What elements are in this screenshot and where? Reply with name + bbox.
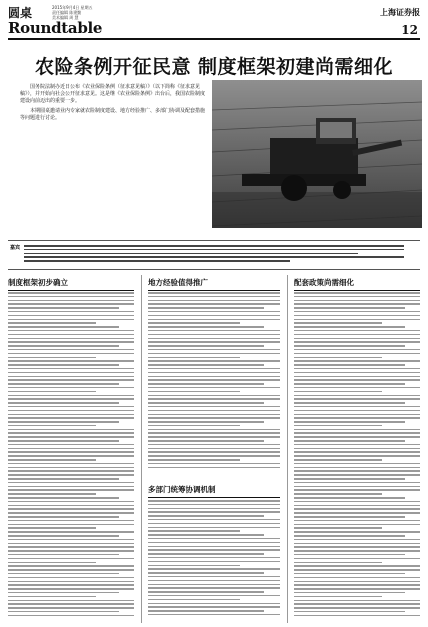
body-text-line: [294, 596, 382, 598]
body-text-line: [294, 353, 420, 355]
body-text-line: [148, 463, 280, 465]
body-text-line: [8, 311, 134, 313]
body-text-line: [294, 478, 405, 480]
body-text-line: [294, 406, 420, 408]
body-text-line: [294, 360, 420, 362]
body-text-line: [148, 292, 280, 294]
body-text-line: [8, 357, 96, 359]
intro-paragraph: 本期圆桌邀请业内专家就农险制度建设、地方经验推广、多部门协调及配套措施等问题进行讨论。: [20, 107, 206, 121]
body-text-line: [148, 534, 264, 536]
body-text-line: [294, 421, 405, 423]
body-text-line: [294, 474, 420, 476]
body-text-line: [294, 391, 382, 393]
body-text-line: [8, 482, 134, 484]
body-text-line: [148, 300, 280, 302]
body-text-line: [294, 470, 420, 472]
body-text-line: [148, 561, 280, 563]
body-text-line: [148, 372, 280, 374]
body-text-line: [294, 600, 420, 602]
body-text-line: [294, 322, 382, 324]
body-text-line: [8, 611, 119, 613]
body-text-line: [294, 543, 420, 545]
body-text-line: [294, 486, 420, 488]
guest-label: 嘉宾: [10, 245, 21, 251]
body-text-line: [148, 591, 264, 593]
body-text-line: [8, 425, 96, 427]
body-text-line: [148, 595, 280, 597]
guest-lines: [24, 245, 404, 264]
body-text-line: [294, 482, 420, 484]
body-text-line: [148, 376, 280, 378]
body-text-line: [294, 592, 405, 594]
art-editor-credit: 美术编辑 周 慧: [52, 15, 79, 20]
body-text-line: [8, 402, 119, 404]
body-text-line: [294, 349, 420, 351]
body-text-line: [294, 315, 420, 317]
body-text-line: [148, 326, 264, 328]
body-text-line: [148, 614, 280, 616]
body-text-line: [8, 577, 134, 579]
body-text-line: [294, 417, 420, 419]
issue-date: 2015年9月4日 星期五: [52, 5, 93, 10]
body-text-line: [8, 554, 119, 556]
body-text-line: [148, 368, 280, 370]
issue-meta: [52, 5, 93, 20]
body-text-line: [148, 546, 280, 548]
body-text-line: [8, 387, 134, 389]
body-text-line: [8, 524, 134, 526]
body-text-line: [8, 338, 134, 340]
body-text-line: [294, 402, 405, 404]
body-text-line: [8, 429, 134, 431]
body-text-line: [294, 516, 405, 518]
body-text-line: [148, 565, 240, 567]
body-text-line: [294, 615, 420, 617]
body-text-line: [294, 508, 420, 510]
body-text-line: [148, 504, 280, 506]
body-text-line: [8, 569, 134, 571]
body-text-line: [294, 319, 420, 321]
body-text-line: [8, 573, 119, 575]
body-text-line: [148, 322, 240, 324]
body-text-line: [8, 296, 134, 298]
body-text-line: [8, 489, 134, 491]
body-text-line: [8, 448, 134, 450]
body-text-line: [294, 501, 420, 503]
body-text-line: [8, 607, 134, 609]
body-text-line: [148, 417, 280, 419]
body-text-line: [294, 432, 420, 434]
body-text-line: [148, 341, 280, 343]
body-text-line: [148, 345, 264, 347]
body-text-line: [8, 432, 134, 434]
body-text-line: [8, 455, 134, 457]
body-text-line: [294, 546, 420, 548]
body-text-line: [148, 406, 280, 408]
body-text-line: [148, 334, 280, 336]
body-text-line: [148, 315, 280, 317]
body-text-line: [148, 353, 280, 355]
body-text-line: [148, 610, 264, 612]
body-text-line: [8, 353, 134, 355]
body-text-line: [8, 562, 96, 564]
body-text-line: [8, 326, 119, 328]
body-text-line: [148, 421, 264, 423]
body-text-line: [148, 398, 280, 400]
body-text-line: [148, 500, 280, 502]
body-text-line: [8, 474, 134, 476]
body-text-line: [8, 383, 119, 385]
body-text-line: [8, 615, 134, 617]
body-text-line: [148, 508, 280, 510]
harvester-photo: [212, 80, 422, 228]
body-text-line: [294, 535, 405, 537]
body-text-line: [8, 588, 134, 590]
body-text-line: [148, 319, 280, 321]
body-text-line: [294, 444, 420, 446]
body-text-line: [8, 444, 134, 446]
body-text-line: [148, 538, 280, 540]
body-text-line: [148, 527, 280, 529]
page-header: [8, 4, 420, 42]
body-text-line: [294, 524, 420, 526]
body-text-line: [294, 429, 420, 431]
body-text-line: [148, 511, 280, 513]
body-text-line: [8, 463, 134, 465]
body-text-line: [294, 436, 420, 438]
section-heading-2: 地方经验值得推广: [148, 277, 280, 291]
body-column-1: [8, 292, 134, 619]
body-text-line: [294, 387, 420, 389]
column-divider: [287, 275, 288, 623]
body-text-line: [294, 376, 420, 378]
body-text-line: [294, 379, 420, 381]
body-text-line: [294, 467, 420, 469]
body-text-line: [294, 550, 420, 552]
body-text-line: [148, 429, 280, 431]
body-text-line: [8, 459, 96, 461]
body-text-line: [294, 410, 420, 412]
body-text-line: [294, 459, 382, 461]
body-text-line: [8, 334, 134, 336]
body-text-line: [294, 398, 420, 400]
body-text-line: [294, 334, 420, 336]
body-text-line: [8, 603, 134, 605]
body-text-line: [148, 303, 280, 305]
body-text-line: [8, 417, 134, 419]
body-text-line: [294, 603, 420, 605]
body-text-line: [294, 558, 420, 560]
body-text-line: [8, 535, 119, 537]
body-text-line: [148, 530, 240, 532]
body-text-line: [148, 572, 264, 574]
body-text-line: [148, 425, 240, 427]
body-text-line: [148, 584, 280, 586]
editor-credit: 责任编辑 陈建勤: [52, 10, 82, 15]
guest-list: [8, 240, 420, 270]
body-text-line: [8, 368, 134, 370]
body-text-line: [148, 338, 280, 340]
body-text-line: [294, 527, 382, 529]
body-text-line: [8, 596, 96, 598]
body-text-line: [294, 303, 420, 305]
body-text-line: [294, 611, 405, 613]
body-text-line: [8, 451, 134, 453]
body-text-line: [8, 410, 134, 412]
body-text-line: [8, 376, 134, 378]
body-text-line: [148, 349, 280, 351]
body-text-line: [294, 539, 420, 541]
body-text-line: [8, 508, 134, 510]
body-text-line: [294, 372, 420, 374]
body-text-line: [8, 292, 134, 294]
body-text-line: [148, 557, 280, 559]
body-text-line: [294, 341, 420, 343]
body-text-line: [294, 330, 420, 332]
body-text-line: [294, 364, 405, 366]
body-text-line: [148, 387, 280, 389]
body-text-line: [8, 406, 134, 408]
body-text-line: [8, 565, 134, 567]
body-column-2b: [148, 500, 280, 618]
body-text-line: [294, 489, 420, 491]
body-text-line: [294, 296, 420, 298]
body-text-line: [148, 459, 240, 461]
body-text-line: [294, 493, 382, 495]
body-text-line: [8, 520, 134, 522]
body-text-line: [8, 391, 96, 393]
body-text-line: [294, 520, 420, 522]
body-text-line: [294, 554, 405, 556]
body-text-line: [148, 311, 280, 313]
body-text-line: [148, 383, 264, 385]
body-text-line: [148, 357, 240, 359]
body-text-line: [8, 600, 134, 602]
body-text-line: [294, 581, 420, 583]
page-number: 12: [401, 23, 418, 37]
body-text-line: [294, 357, 382, 359]
body-text-line: [8, 516, 119, 518]
body-text-line: [8, 546, 134, 548]
body-text-line: [148, 451, 280, 453]
body-text-line: [8, 581, 134, 583]
body-text-line: [8, 315, 134, 317]
body-text-line: [294, 326, 405, 328]
body-text-line: [148, 395, 280, 397]
body-text-line: [294, 440, 405, 442]
body-text-line: [148, 444, 280, 446]
body-text-line: [148, 587, 280, 589]
body-text-line: [148, 379, 280, 381]
body-text-line: [294, 584, 420, 586]
body-text-line: [148, 515, 264, 517]
body-text-line: [294, 569, 420, 571]
body-text-line: [148, 580, 280, 582]
body-text-line: [148, 455, 280, 457]
body-text-line: [148, 307, 264, 309]
section-name-en: Roundtable: [8, 19, 103, 37]
intro-text: [20, 84, 206, 124]
body-text-line: [294, 300, 420, 302]
body-text-line: [148, 360, 280, 362]
body-text-line: [8, 512, 134, 514]
intro-paragraph: 国务院法制办近日公布《农业保险条例（征求意见稿）》（以下简称《征求意见稿》），并开始向社会公开征求意见。这是继《农业保险条例》出台后，我国农险制度建设向前迈出的重要一步。: [20, 84, 206, 105]
body-text-line: [294, 345, 405, 347]
body-text-line: [294, 451, 420, 453]
body-text-line: [148, 410, 280, 412]
body-text-line: [294, 505, 420, 507]
headline: 农险条例开征民意 制度框架初建尚需细化: [34, 56, 394, 78]
body-text-line: [8, 558, 134, 560]
body-text-line: [8, 497, 119, 499]
body-text-line: [148, 414, 280, 416]
body-text-line: [148, 568, 280, 570]
body-text-line: [148, 364, 264, 366]
body-text-line: [8, 467, 134, 469]
body-text-line: [8, 322, 96, 324]
body-text-line: [294, 455, 420, 457]
section-heading-3: 多部门统筹协调机制: [148, 484, 280, 498]
body-text-line: [148, 553, 264, 555]
body-text-line: [8, 539, 134, 541]
section-heading-4: 配套政策尚需细化: [294, 277, 420, 291]
body-column-2a: [148, 292, 280, 470]
body-text-line: [294, 577, 420, 579]
body-text-line: [148, 448, 280, 450]
body-text-line: [8, 486, 134, 488]
body-text-line: [294, 573, 405, 575]
newspaper-name: 上海证券报: [380, 7, 420, 17]
body-text-line: [294, 338, 420, 340]
body-text-line: [8, 330, 134, 332]
body-text-line: [8, 505, 134, 507]
body-text-line: [148, 330, 280, 332]
body-text-line: [148, 432, 280, 434]
body-text-line: [148, 402, 264, 404]
body-text-line: [8, 364, 119, 366]
body-text-line: [8, 319, 134, 321]
body-text-line: [294, 307, 405, 309]
body-text-line: [8, 531, 134, 533]
body-text-line: [148, 296, 280, 298]
body-text-line: [148, 523, 280, 525]
body-text-line: [148, 599, 240, 601]
body-text-line: [294, 607, 420, 609]
body-text-line: [294, 565, 420, 567]
body-text-line: [8, 470, 134, 472]
body-text-line: [8, 379, 134, 381]
body-text-line: [148, 576, 280, 578]
body-text-line: [148, 549, 280, 551]
body-text-line: [294, 562, 382, 564]
body-text-line: [294, 383, 405, 385]
body-text-line: [294, 448, 420, 450]
section-name-cn: 圆桌: [8, 6, 33, 20]
body-text-line: [294, 463, 420, 465]
body-text-line: [8, 349, 134, 351]
body-text-line: [8, 493, 96, 495]
body-text-line: [294, 368, 420, 370]
body-text-line: [8, 501, 134, 503]
body-text-line: [8, 584, 134, 586]
body-text-line: [148, 467, 280, 469]
body-text-line: [8, 300, 134, 302]
harvester-image: [212, 80, 422, 228]
body-text-line: [148, 606, 280, 608]
body-text-line: [294, 425, 382, 427]
body-text-line: [8, 341, 134, 343]
body-text-line: [148, 603, 280, 605]
body-text-line: [8, 372, 134, 374]
body-text-line: [294, 497, 405, 499]
body-text-line: [8, 398, 134, 400]
body-text-line: [8, 360, 134, 362]
body-text-line: [8, 478, 119, 480]
body-text-line: [294, 311, 420, 313]
body-text-line: [294, 292, 420, 294]
body-text-line: [148, 519, 280, 521]
body-text-line: [148, 436, 280, 438]
body-text-line: [8, 527, 96, 529]
header-rule: [8, 38, 420, 40]
body-text-line: [8, 395, 134, 397]
body-text-line: [294, 512, 420, 514]
body-text-line: [8, 550, 134, 552]
body-text-line: [294, 414, 420, 416]
body-text-line: [294, 395, 420, 397]
body-text-line: [8, 592, 119, 594]
body-text-line: [8, 436, 134, 438]
body-text-line: [8, 345, 119, 347]
body-text-line: [8, 303, 134, 305]
body-text-line: [148, 542, 280, 544]
body-text-line: [294, 588, 420, 590]
body-text-line: [294, 531, 420, 533]
body-text-line: [8, 440, 119, 442]
section-heading-1: 制度框架初步确立: [8, 277, 134, 291]
body-column-3: [294, 292, 420, 619]
body-text-line: [148, 440, 264, 442]
column-divider: [141, 275, 142, 623]
body-text-line: [148, 391, 240, 393]
body-text-line: [8, 307, 119, 309]
body-text-line: [8, 543, 134, 545]
body-text-line: [8, 421, 119, 423]
body-text-line: [8, 414, 134, 416]
